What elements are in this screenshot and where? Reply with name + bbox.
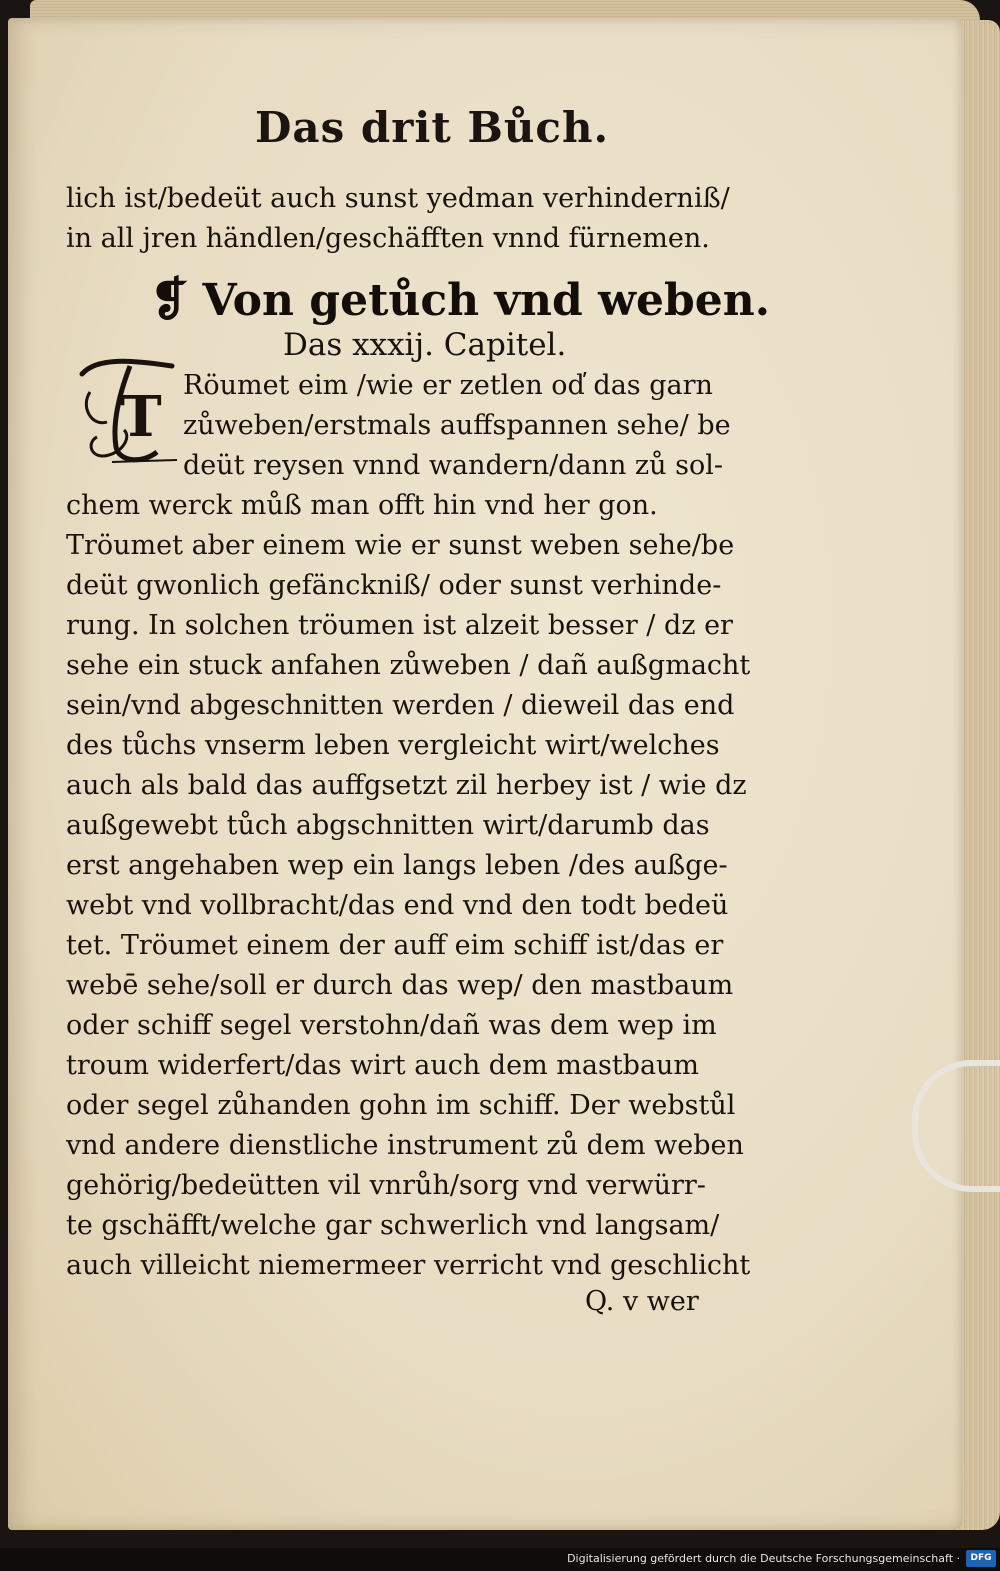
chapter-subtitle: Das xxxij. Capitel. bbox=[283, 327, 567, 363]
top-line: in all jren händlen/geschäfften vnnd fürnemen. bbox=[66, 223, 710, 254]
funding-credit: Digitalisierung gefördert durch die Deutsche Forschungsgemeinschaft · bbox=[567, 1552, 960, 1565]
decorated-initial-t bbox=[72, 352, 182, 470]
body-line: tet. Tröumet einem der auff eim schiff ist/das er bbox=[66, 930, 724, 961]
body-line: webt vnd vollbracht/das end vnd den todt bedeü bbox=[66, 890, 729, 921]
chapter-title bbox=[150, 272, 770, 326]
body-line: rung. In solchen tröumen ist alzeit besser / dz er bbox=[66, 610, 733, 641]
body-line: zůweben/erstmals auffspannen sehe/ be bbox=[183, 410, 731, 441]
pilcrow-icon: ❡ bbox=[150, 272, 189, 326]
body-line: webē sehe/soll er durch das wep/ den mastbaum bbox=[66, 970, 734, 1001]
body-line: troum widerfert/das wirt auch dem mastbaum bbox=[66, 1050, 700, 1081]
body-line: gehörig/bedeütten vil vnrůh/sorg vnd verwürr- bbox=[66, 1170, 706, 1201]
top-line: lich ist/bedeüt auch sunst yedman verhinderniß/ bbox=[66, 183, 730, 214]
body-line: oder schiff segel verstohn/dañ was dem wep im bbox=[66, 1010, 717, 1041]
body-line: sehe ein stuck anfahen zůweben / dañ außgmacht bbox=[66, 650, 751, 681]
body-line: chem werck můß man offt hin vnd her gon. bbox=[66, 490, 658, 521]
dfg-logo: DFG bbox=[966, 1550, 996, 1567]
body-line: erst angehaben wep ein langs leben /des außge- bbox=[66, 850, 728, 881]
body-line: te gschäfft/welche gar schwerlich vnd langsam/ bbox=[66, 1210, 720, 1241]
initial-letter: T bbox=[120, 384, 162, 450]
body-line: auch als bald das auffgsetzt zil herbey ist / wie dz bbox=[66, 770, 747, 801]
body-line: des tůchs vnserm leben vergleicht wirt/welches bbox=[66, 730, 720, 761]
body-line: Röumet eim /wie er zetlen od̕ das garn bbox=[183, 370, 713, 401]
body-line: deüt reysen vnnd wandern/dann zů sol- bbox=[183, 450, 723, 481]
body-line: vnd andere dienstliche instrument zů dem weben bbox=[66, 1130, 744, 1161]
body-line: Tröumet aber einem wie er sunst weben sehe/be bbox=[66, 530, 735, 561]
chapter-title-text: Von getůch vnd weben. bbox=[202, 275, 771, 326]
catchword: Q. v wer bbox=[585, 1286, 699, 1317]
running-title: Das drit Bůch. bbox=[255, 103, 610, 152]
body-line: oder segel zůhanden gohn im schiff. Der webstůl bbox=[66, 1090, 736, 1121]
body-line: außgewebt tůch abgschnitten wirt/darumb das bbox=[66, 810, 710, 841]
body-line: auch villeicht niemermeer verricht vnd geschlicht bbox=[66, 1250, 751, 1281]
body-line: deüt gwonlich gefänckniß/ oder sunst verhinde- bbox=[66, 570, 722, 601]
body-line: sein/vnd abgeschnitten werden / dieweil das end bbox=[66, 690, 735, 721]
